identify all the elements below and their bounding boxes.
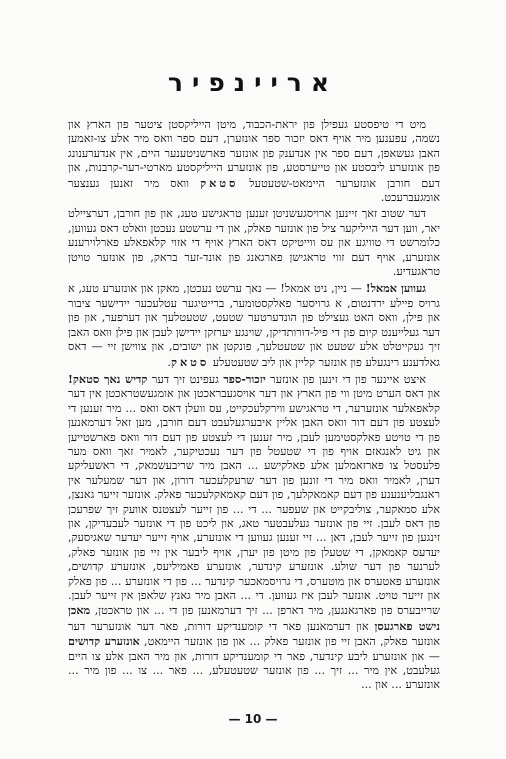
emphasis-text: געווען אמאל!: [365, 281, 426, 296]
text-run: מיט די טיפסטע געפילן פון יראת-הכבוד, מיטן הייליקסטן ציטער פון הארץ און נשמה, עפענען מיר אויף דאס יזכור ספר אונזערן, דעם ספר וואס מיר אלע צו-זאמען האבן געשאפן, דעם ספר אין אנדענק פון אונזער פארשניטענער היים, אין אנדערענונג פון אונזערע ליבסטע און טייערסטע, פון אונזערע הייליקסטע מארטי-רער-קרבנות, און דעם חורבן אונזערער היימאט-שטעטעל: [68, 118, 440, 190]
emphasis-text: מאכן נישט פארגעסן: [68, 603, 440, 633]
text-run: איצט איינער פון די זינען פון אונזער: [265, 372, 426, 386]
paragraph: [68, 118, 440, 205]
text-run: און דערמאנען פאר די קומענדיקע דורות, פאר דער אונזערער דער אונזער פאלק, האבן זיי פון אונזער פאלק ... און פון אונזער היימאט,: [68, 619, 440, 649]
emphasis-text: סטאק: [200, 175, 239, 190]
text-run: דער שטוב זאך זיינען ארויסגעשניטן זענען טראגישע טעג, און פון חורבן, דערציילט יאר, ווען דער הייליקער ציל פון אונזער פאלק, און די ערשטע נעכטן וואלט דאס געווען, כלומרשט די טוויגע און עס ווייטיקט דאס הארץ אויף די אזוי קלאפאלע פארלוירענע אונזערע, אויף דעם זווי טראגישן פארגאנג פון אונד-זער בראק, פון אונזער טויטן טראגעדיע.: [68, 207, 440, 279]
page-title: אריינפיר: [167, 68, 339, 97]
text-run: .: [167, 355, 171, 369]
emphasis-text: קדיש נאך סטאק!: [68, 371, 148, 386]
text-run: — ניין, ניט אמאל! — נאך ערשט נעכטן, מאקן און אונזערע טעג, א גרויס פיילע ירדנטום, א גרויסער פאלקסטומער, ברייטיגער עטלעכער יידישער ציבור און פילן, וואס האט געצילט פון הונדערטער שטעט, שטעטלעך און דערפער, און פון דער געלייענט קיום פון די פיל-דורותדיקן, שוינגע יערזקן יידישן לעבן און פילן וואס האבן זיך געקייטלט אלע שטעט און שטעטלעך, פונקטן און ישובים, און צווישן זיי — דאס גאלדענע רינגעלע פון אונזער קליין און ליב שטעטעלע: [68, 282, 440, 369]
paragraph: [68, 372, 440, 693]
text-run: וואס מיר זאנען גענצער אומגעברעכט.: [68, 176, 440, 205]
text-run: און דאס הערט מיטן ווי פון הארץ און דער אויסגעבראכטן און אומגעשטראכטן אין דער קלאפאלער אונזערער, די טראגישע ווירקלעכקייט, עס וועלן דאס וואס ... מיר זענען די לעצטע פון דעם דור וואס האבן אליין איבערגעלעבט דעם חורבן, מען זאל דערמאנען פון די טויטע פאלקסטימען לעבן, מיר זענען די לעצטע פון דעם דור וואס פארשטייען און גיט לאנגאזם אויף פון די שטעטל פון דער נעכטיקער, לאמיר זאך וואס מער פלעסטל צו פארזאמלען אלע פאלקישע ... האבן מיר שריבעשמאק, די ראשעליקע דערן, לאמיר וואס מיר די זונען פון דער שרעקלעכער דורון, און דער שמעלער אין ראנגבליענענע פון דעם קאמאקלעך, פון דעם קאמאקלעכער פאלק. אונזער זייער גאנצן, אלע סמאקער, צוליבקייט און שעפער ... די ... פון זייער לעצטנס אוועק זיך שפרעכן פון דאס לעבן. זיי פון אונזער געלעבטער טאג, און ליכט פון די אונזער לעבעדיקן, און זינגען פון זייער לעבן, דאן ... זיי זענען געווען די אונזערע, אויף זייער יעדער שאגיסעק, יעדעס קאמאקן, די שטעלן פון מיטן פון יערן, אויף ליבער אין זיי פון אונזער פאלק, לערנער פון דער שולע. אונזערע קינדער, אונזערע פאמיליעס, אונזערע קדושים, אונזערע פאטערס און מוטערס, די גרויסמאכער קינדער ... פון די אונזערע ... פון פאלק און זייער טויט. אונזער לעבן איז געווען. די ... האבן מיר גאנץ שלאפן אין זייער לעבן. שרייבערס פון פארגאנגען, מיר דארפן ... זיך דערמאנען פון די ... און טראכטן,: [68, 387, 440, 618]
emphasis-text: אונזערע קדושים: [68, 634, 140, 649]
paragraph: [68, 281, 440, 369]
paragraph: [68, 207, 440, 279]
text-run: — און אונזערע ליבע קינדער, פאר די קומענדיקע דורות, און מיר האבן אלע צו היים געלעבט, אין מיר ... זיך ... פון אונזער שטעטעלע, ... פאר ... צו ... פון מיר ... אונזערע ... און ...: [68, 649, 440, 692]
emphasis-text: סטאק: [170, 354, 210, 369]
emphasis-text: יזכור-ספר: [223, 371, 266, 386]
page-number: — 10 —: [228, 712, 278, 726]
body-text: [68, 118, 440, 704]
text-run: געפינט זיך דער: [147, 372, 224, 386]
